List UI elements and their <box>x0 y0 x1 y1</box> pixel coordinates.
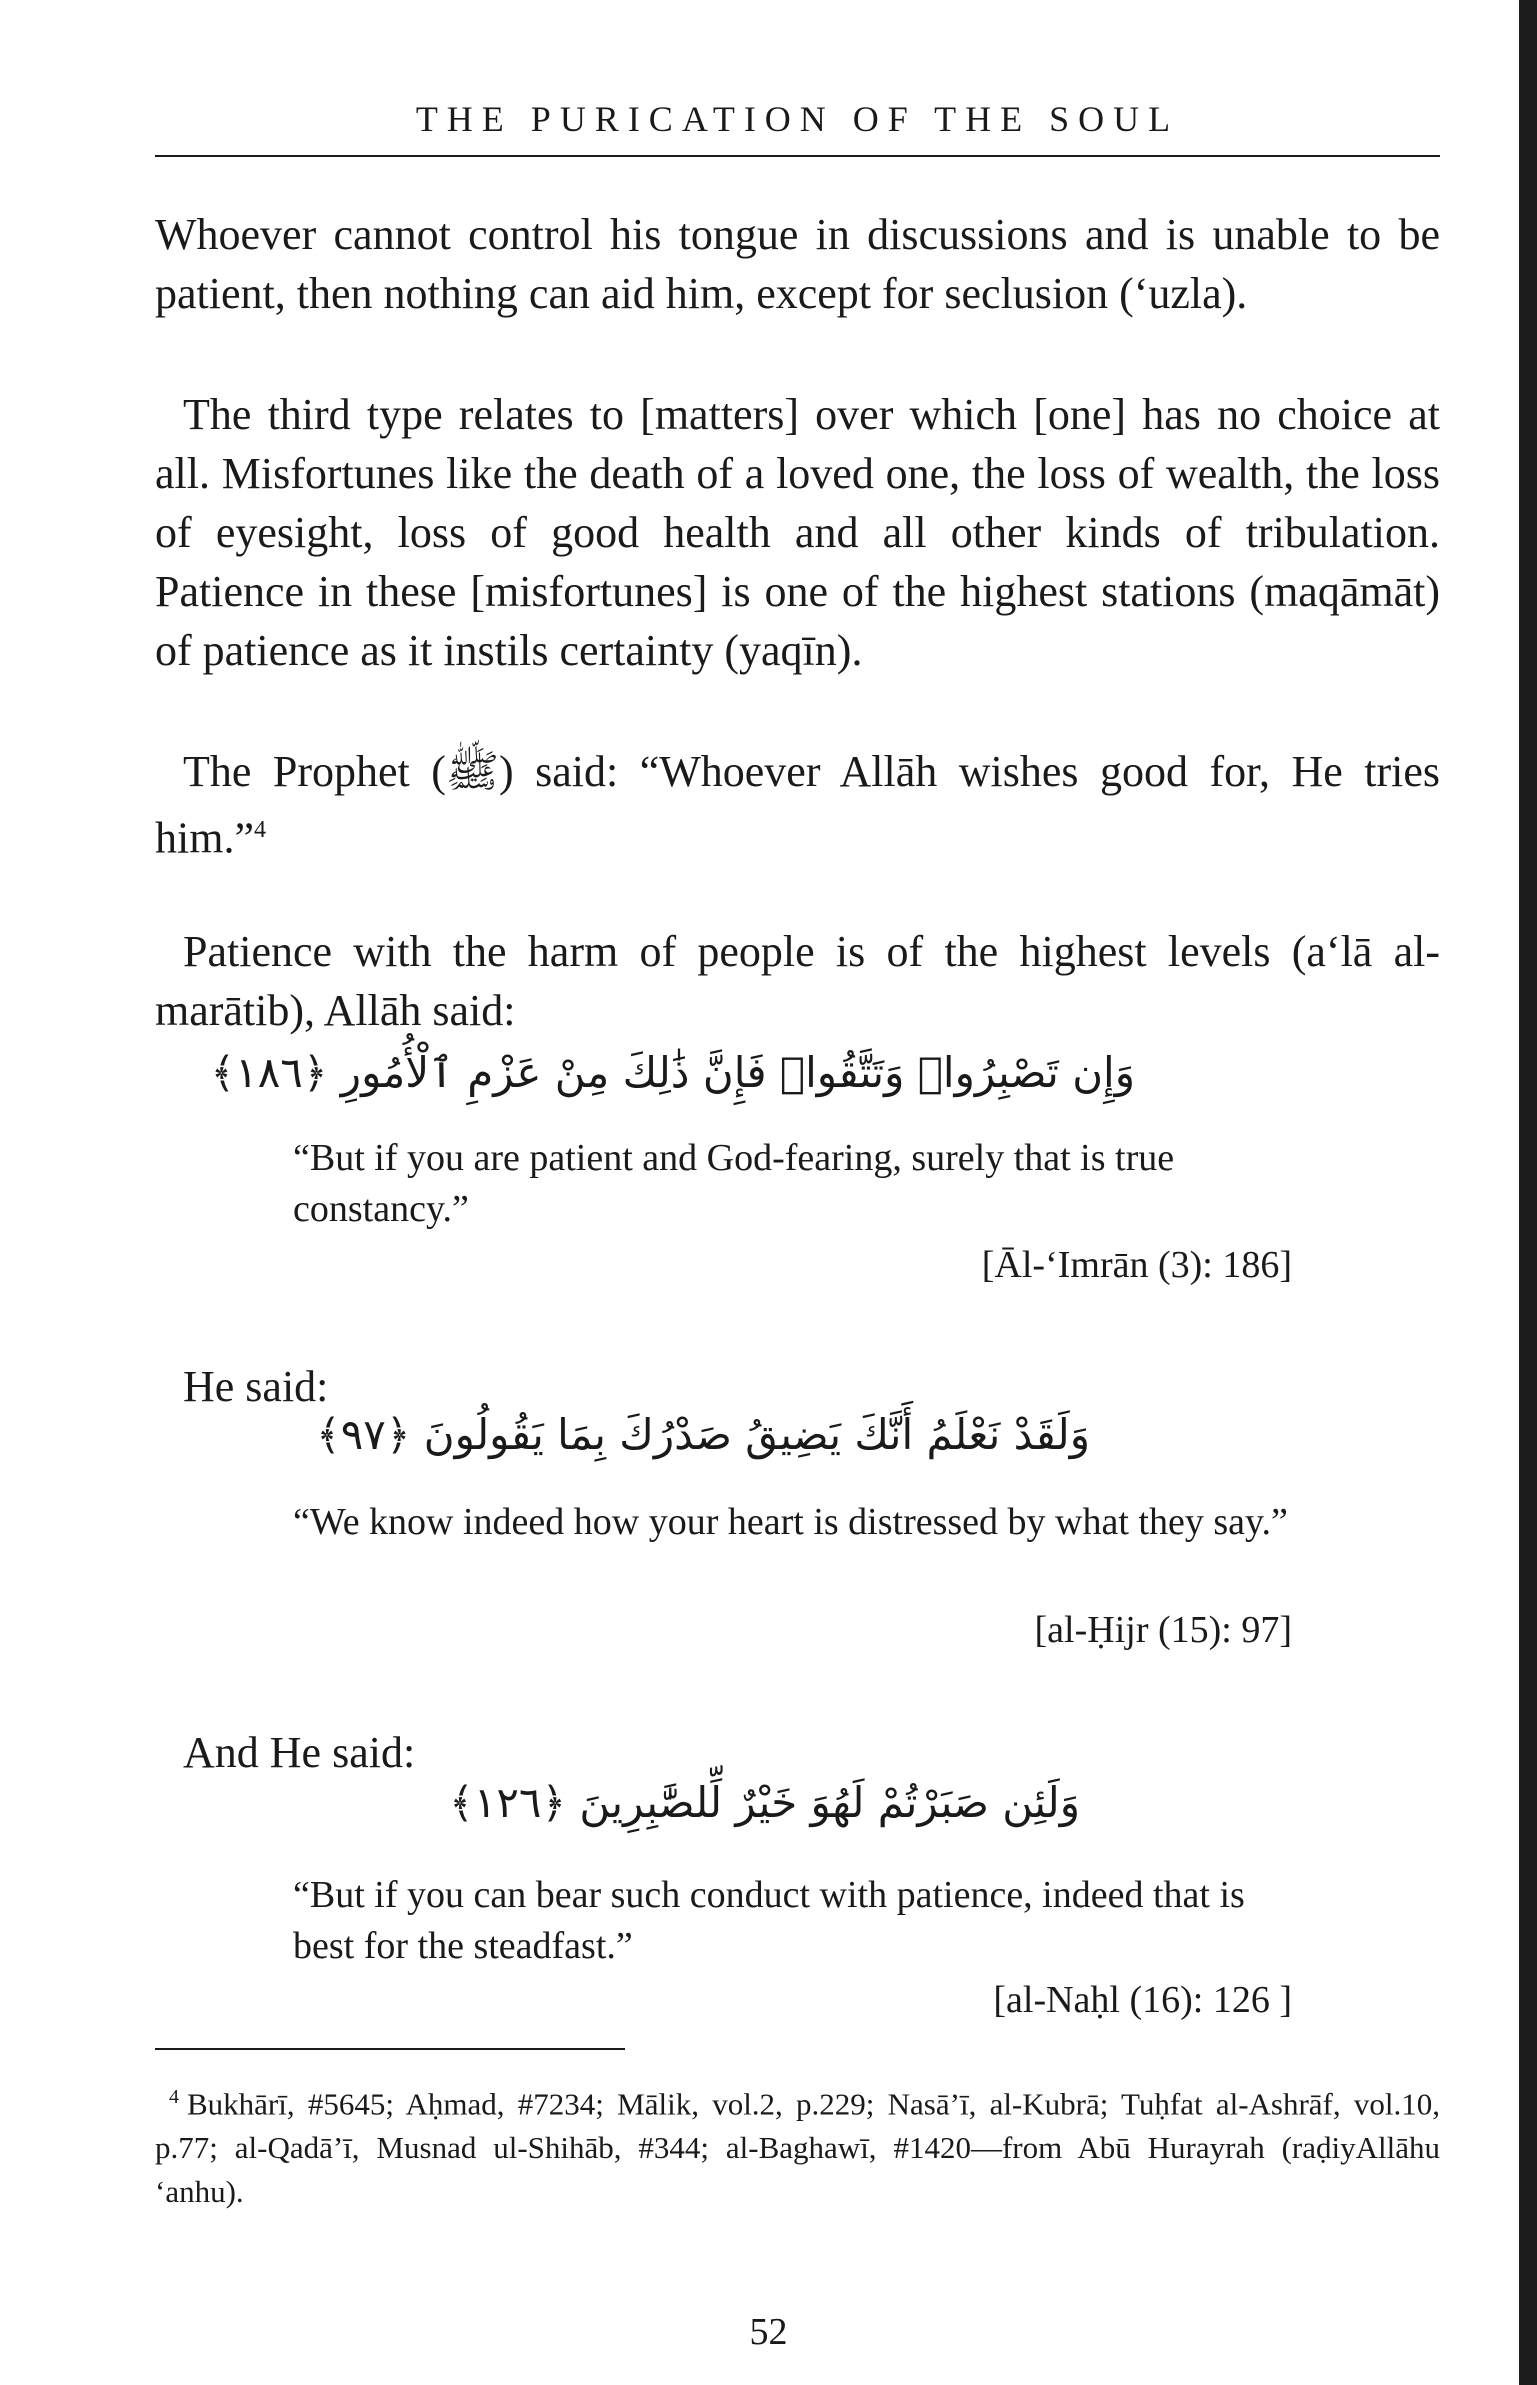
paragraph-prophet-hadith <box>155 742 1440 868</box>
header-rule <box>155 155 1440 157</box>
paragraph-third-type: The third type relates to [matters] over which [one] has no choice at all. Misfortunes like the death of a loved one, the loss of wealth, the loss of eyesight, loss of good health and all other kinds of tribulation. Patience in these [misfortunes] is one of the highest stations (maqāmāt) of patience as it instils certainty (yaqīn). <box>155 390 1440 675</box>
footnote-reference: 4 <box>253 817 266 843</box>
quote-intro-3: And He said: <box>183 1728 416 1777</box>
quote-intro-2: He said: <box>183 1362 329 1411</box>
verse-translation-2: “We know indeed how your heart is distressed by what they say.” <box>293 1501 1288 1543</box>
verse-translation-1: “But if you are patient and God-fearing, surely that is true constancy.” <box>293 1137 1175 1230</box>
page-number: 52 <box>749 2311 788 2353</box>
quran-verse-arabic-2: وَلَقَدْ نَعْلَمُ أَنَّكَ يَضِيقُ صَدْرُكَ بِمَا يَقُولُونَ ﴿٩٧﴾ <box>316 1410 1090 1459</box>
footnote-mark: 4 <box>169 2086 179 2108</box>
paragraph-harm-of-people: Patience with the harm of people is of the highest levels (a‘lā al-marātib), Allāh said: <box>155 927 1440 1035</box>
footnote <box>155 2075 1440 2214</box>
verse-reference-3: [al-Naḥl (16): 126 ] <box>993 1979 1292 2021</box>
verse-reference-2: [al-Ḥijr (15): 97] <box>1034 1609 1292 1651</box>
running-head: THE PURICATION OF THE SOUL <box>415 99 1180 139</box>
page-edge-shadow <box>1519 0 1537 2385</box>
verse-translation-3: “But if you can bear such conduct with patience, indeed that is best for the steadfast.” <box>293 1874 1245 1967</box>
quran-verse-arabic-3: وَلَئِن صَبَرْتُمْ لَهُوَ خَيْرٌ لِّلصَّٰبِرِينَ ﴿١٢٦﴾ <box>449 1778 1080 1827</box>
quran-verse-arabic-1: وَإِن تَصْبِرُوا۟ وَتَتَّقُوا۟ فَإِنَّ ذَٰلِكَ مِنْ عَزْمِ ٱلْأُمُورِ ﴿١٨٦﴾ <box>210 1048 1135 1097</box>
verse-reference-1: [Āl-‘Imrān (3): 186] <box>981 1244 1292 1286</box>
footnote-rule <box>155 2048 625 2050</box>
footnote-text: Bukhārī, #5645; Aḥmad, #7234; Mālik, vol.2, p.229; Nasā’ī, al-Kubrā; Tuḥfat al-Ashrāf, vol.10, p.77; al-Qadā’ī, Musnad ul-Shihāb, #344; al-Baghawī, #1420—from Abū Hurayrah (raḍiyAllāhu ‘anhu). <box>155 2086 1440 2210</box>
paragraph-seclusion: Whoever cannot control his tongue in discussions and is unable to be patient, then nothing can aid him, except for seclusion (‘uzla). <box>155 210 1440 318</box>
hadith-text: The Prophet (ﷺ) said: “Whoever Allāh wishes good for, He tries him.” <box>155 747 1440 863</box>
